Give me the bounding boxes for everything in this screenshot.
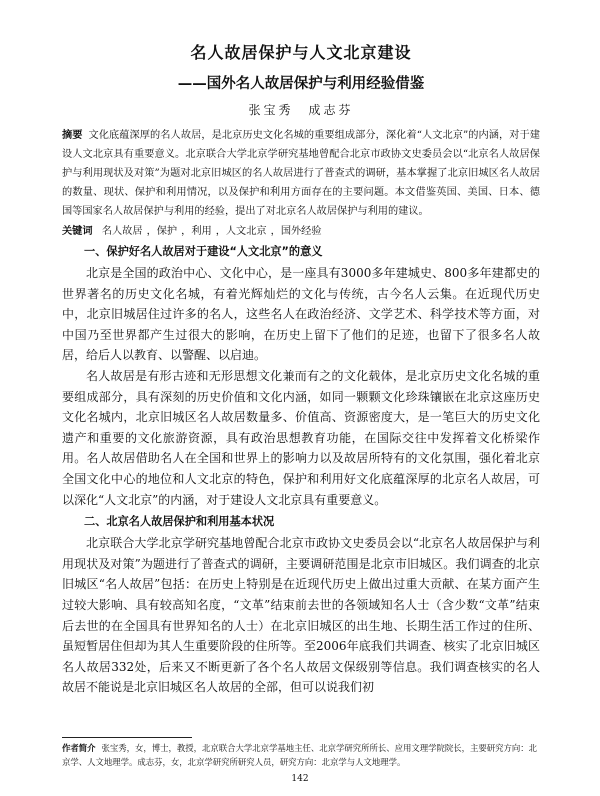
article [62,40,540,698]
keyword: 国外经验 [280,226,322,237]
footnote-text: 张宝秀，女，博士，教授，北京联合大学北京学基地主任、北京学研究所所长、应用文理学院院长，主要研究方向：北京学、人文地理学。成志芬，女，北京学研究所研究人员，研究方向：北京学与人文地理学。 [62,743,537,767]
article-title: 名人故居保护与人文北京建设 [190,43,412,62]
abstract-label: 摘要 [62,129,83,141]
keyword: 人文北京 [225,226,267,237]
keyword: 利用 [191,226,212,237]
keywords-label: 关键词 [62,225,93,237]
body-paragraph: 名人故居是有形古迹和无形思想文化兼而有之的文化载体，是北京历史文化名城的重要组成部分，具有深刻的历史价值和文化内涵，如同一颗颗文化珍珠镶嵌在北京这座历史文化名城内，北京旧城区名人故居数量多、价值高、资源密度大，是一笔巨大的历史文化遗产和重要的文化旅游资源，具有政治思想教育功能，在国际交往中发挥着文化桥梁作用。名人故居借助名人在全国和世界上的影响力以及故居所特有的文化氛围，强化着北京全国文化中心的地位和人文北京的特色，保护和利用好文化底蕴深厚的北京名人故居，可以深化“人文北京”的内涵，对于建设人文北京具有重要意义。 [62,368,540,507]
body-paragraph: 北京是全国的政治中心、文化中心，是一座具有3000多年建城史、800多年建都史的世界著名的历史文化名城，有着光辉灿烂的文化与传统，古今名人云集。在近现代历史中，北京旧城居住过许多的名人，这些名人在政治经济、文学艺术、科学技术等方面，对中国乃至世界都产生过很大的影响，在历史上留下了他们的足迹，也留下了很多名人故居，给后人以教育、以警醒、以启迪。 [62,266,540,363]
keywords: 关键词 名人故居 ，保护 ，利用 ，人文北京 ，国外经验 [62,225,322,237]
body-paragraph: 北京联合大学北京学研究基地曾配合北京市政协文史委员会以“北京名人故居保护与利用现状及对策”为题进行了普查式的调研，主要调研范围是北京市旧城区。我们调查的北京旧城区“名人故居”包括：在历史上特别是在近现代历史上做出过重大贡献、在某方面产生过较大影响、具有较高知名度，“文革”结束前去世的各领域知名人士（含少数“文革”结束后去世的在全国具有世界知名的人士）在北京旧城区的出生地、长期生活工作过的住所、虽短暂居住但却为其人生重要阶段的住所等。至2006年底我们共调查、核实了北京旧城区名人故居332处，后来又不断更新了各个名人故居文保级别等信息。我们调查核实的名人故居不能说是北京旧城区名人故居的全部，但可以说我们初 [62,536,540,695]
abstract [62,126,540,221]
abstract-text: 文化底蕴深厚的名人故居，是北京历史文化名城的重要组成部分，深化着“人文北京”的内涵，对于建设人文北京具有重要意义。北京联合大学北京学研究基地曾配合北京市政协文史委员会以“北京名人故居保护与利用现状及对策”为题对北京旧城区的名人故居进行了普查式的调研，基本掌握了北京旧城区名人故居的数量、现状、保护和利用情况，以及保护和利用方面存在的主要问题。本文借鉴英国、美国、日本、德国等国家名人故居保护与利用的经验，提出了对北京名人故居保护与利用的建议。 [62,130,540,217]
authors: 张宝秀 成志芬 [248,103,354,117]
section-heading-2: 二、北京名人故居保护和利用基本状况 [84,515,275,529]
keyword: 保护 [156,226,178,237]
article-subtitle: ——国外名人故居保护与利用经验借鉴 [177,76,425,92]
section-heading-1: 一、保护好名人故居对于建设“人文北京”的意义 [84,245,323,258]
author-footnote [62,741,540,769]
footnote-divider [62,737,192,738]
page-number: 142 [291,774,309,784]
footnote-label: 作者简介 [62,743,96,753]
keyword: 名人故居 [101,226,143,237]
